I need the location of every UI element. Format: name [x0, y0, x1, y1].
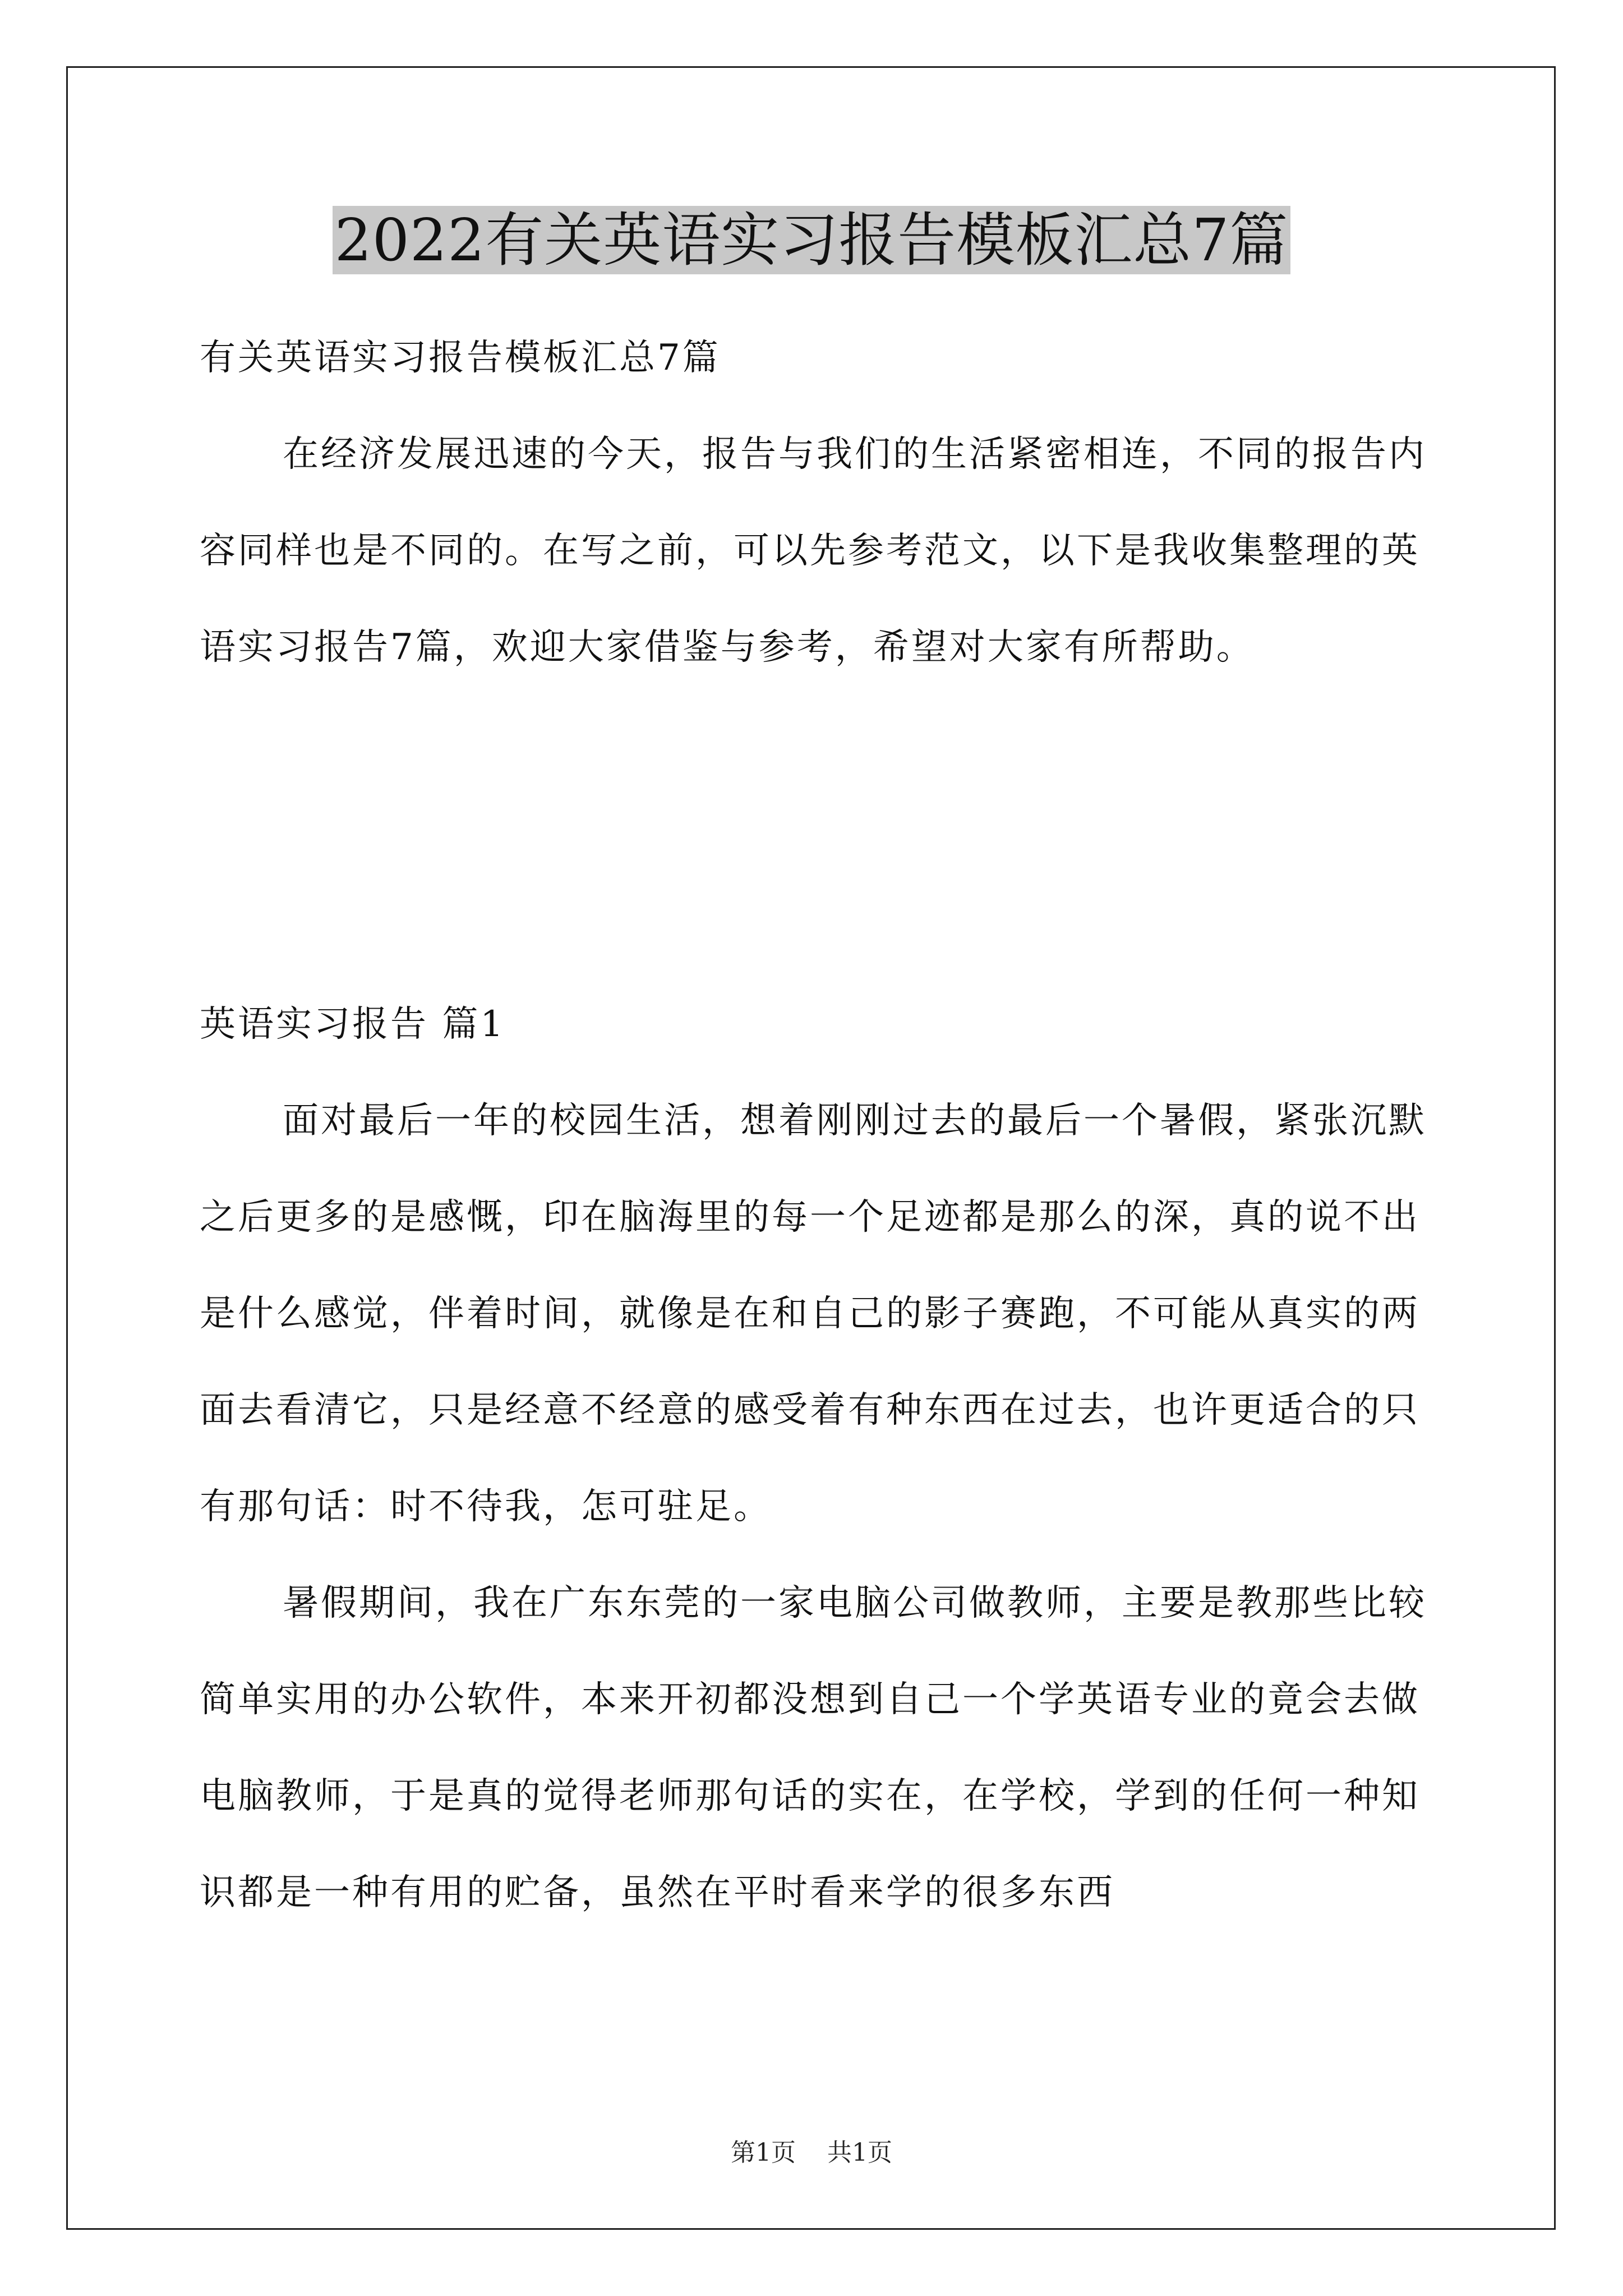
section-heading: 英语实习报告 篇1 [200, 1004, 506, 1045]
body-paragraph-2: 暑假期间，我在广东东莞的一家电脑公司做教师，主要是教那些比较简单实用的办公软件，本来开初都没想到自己一个学英语专业的竟会去做电脑教师，于是真的觉得老师那句话的实在，在学校，学到的任何一种知识都是一种有用的贮备，虽然在平时看来学的很多东西 [200, 1582, 1427, 1913]
document-title-text: 2022有关英语实习报告模板汇总7篇 [333, 206, 1291, 274]
document-body-top [200, 310, 1439, 696]
document-title [0, 201, 1623, 279]
document-subtitle: 有关英语实习报告模板汇总7篇 [200, 337, 721, 379]
page-total: 共1页 [827, 2138, 892, 2167]
intro-paragraph: 在经济发展迅速的今天，报告与我们的生活紧密相连，不同的报告内容同样也是不同的。在写之前，可以先参考范文，以下是我收集整理的英语实习报告7篇，欢迎大家借鉴与参考，希望对大家有所帮助。 [200, 434, 1427, 668]
page-number: 第1页 [731, 2138, 796, 2167]
body-paragraph-1: 面对最后一年的校园生活，想着刚刚过去的最后一个暑假，紧张沉默之后更多的是感慨，印在脑海里的每一个足迹都是那么的深，真的说不出是什么感觉，伴着时间，就像是在和自己的影子赛跑，不可能从真实的两面去看清它，只是经意不经意的感受着有种东西在过去，也许更适合的只有那句话：时不待我，怎可驻足。 [200, 1100, 1427, 1527]
page-footer [0, 2136, 1623, 2170]
document-body-section [200, 976, 1439, 1941]
